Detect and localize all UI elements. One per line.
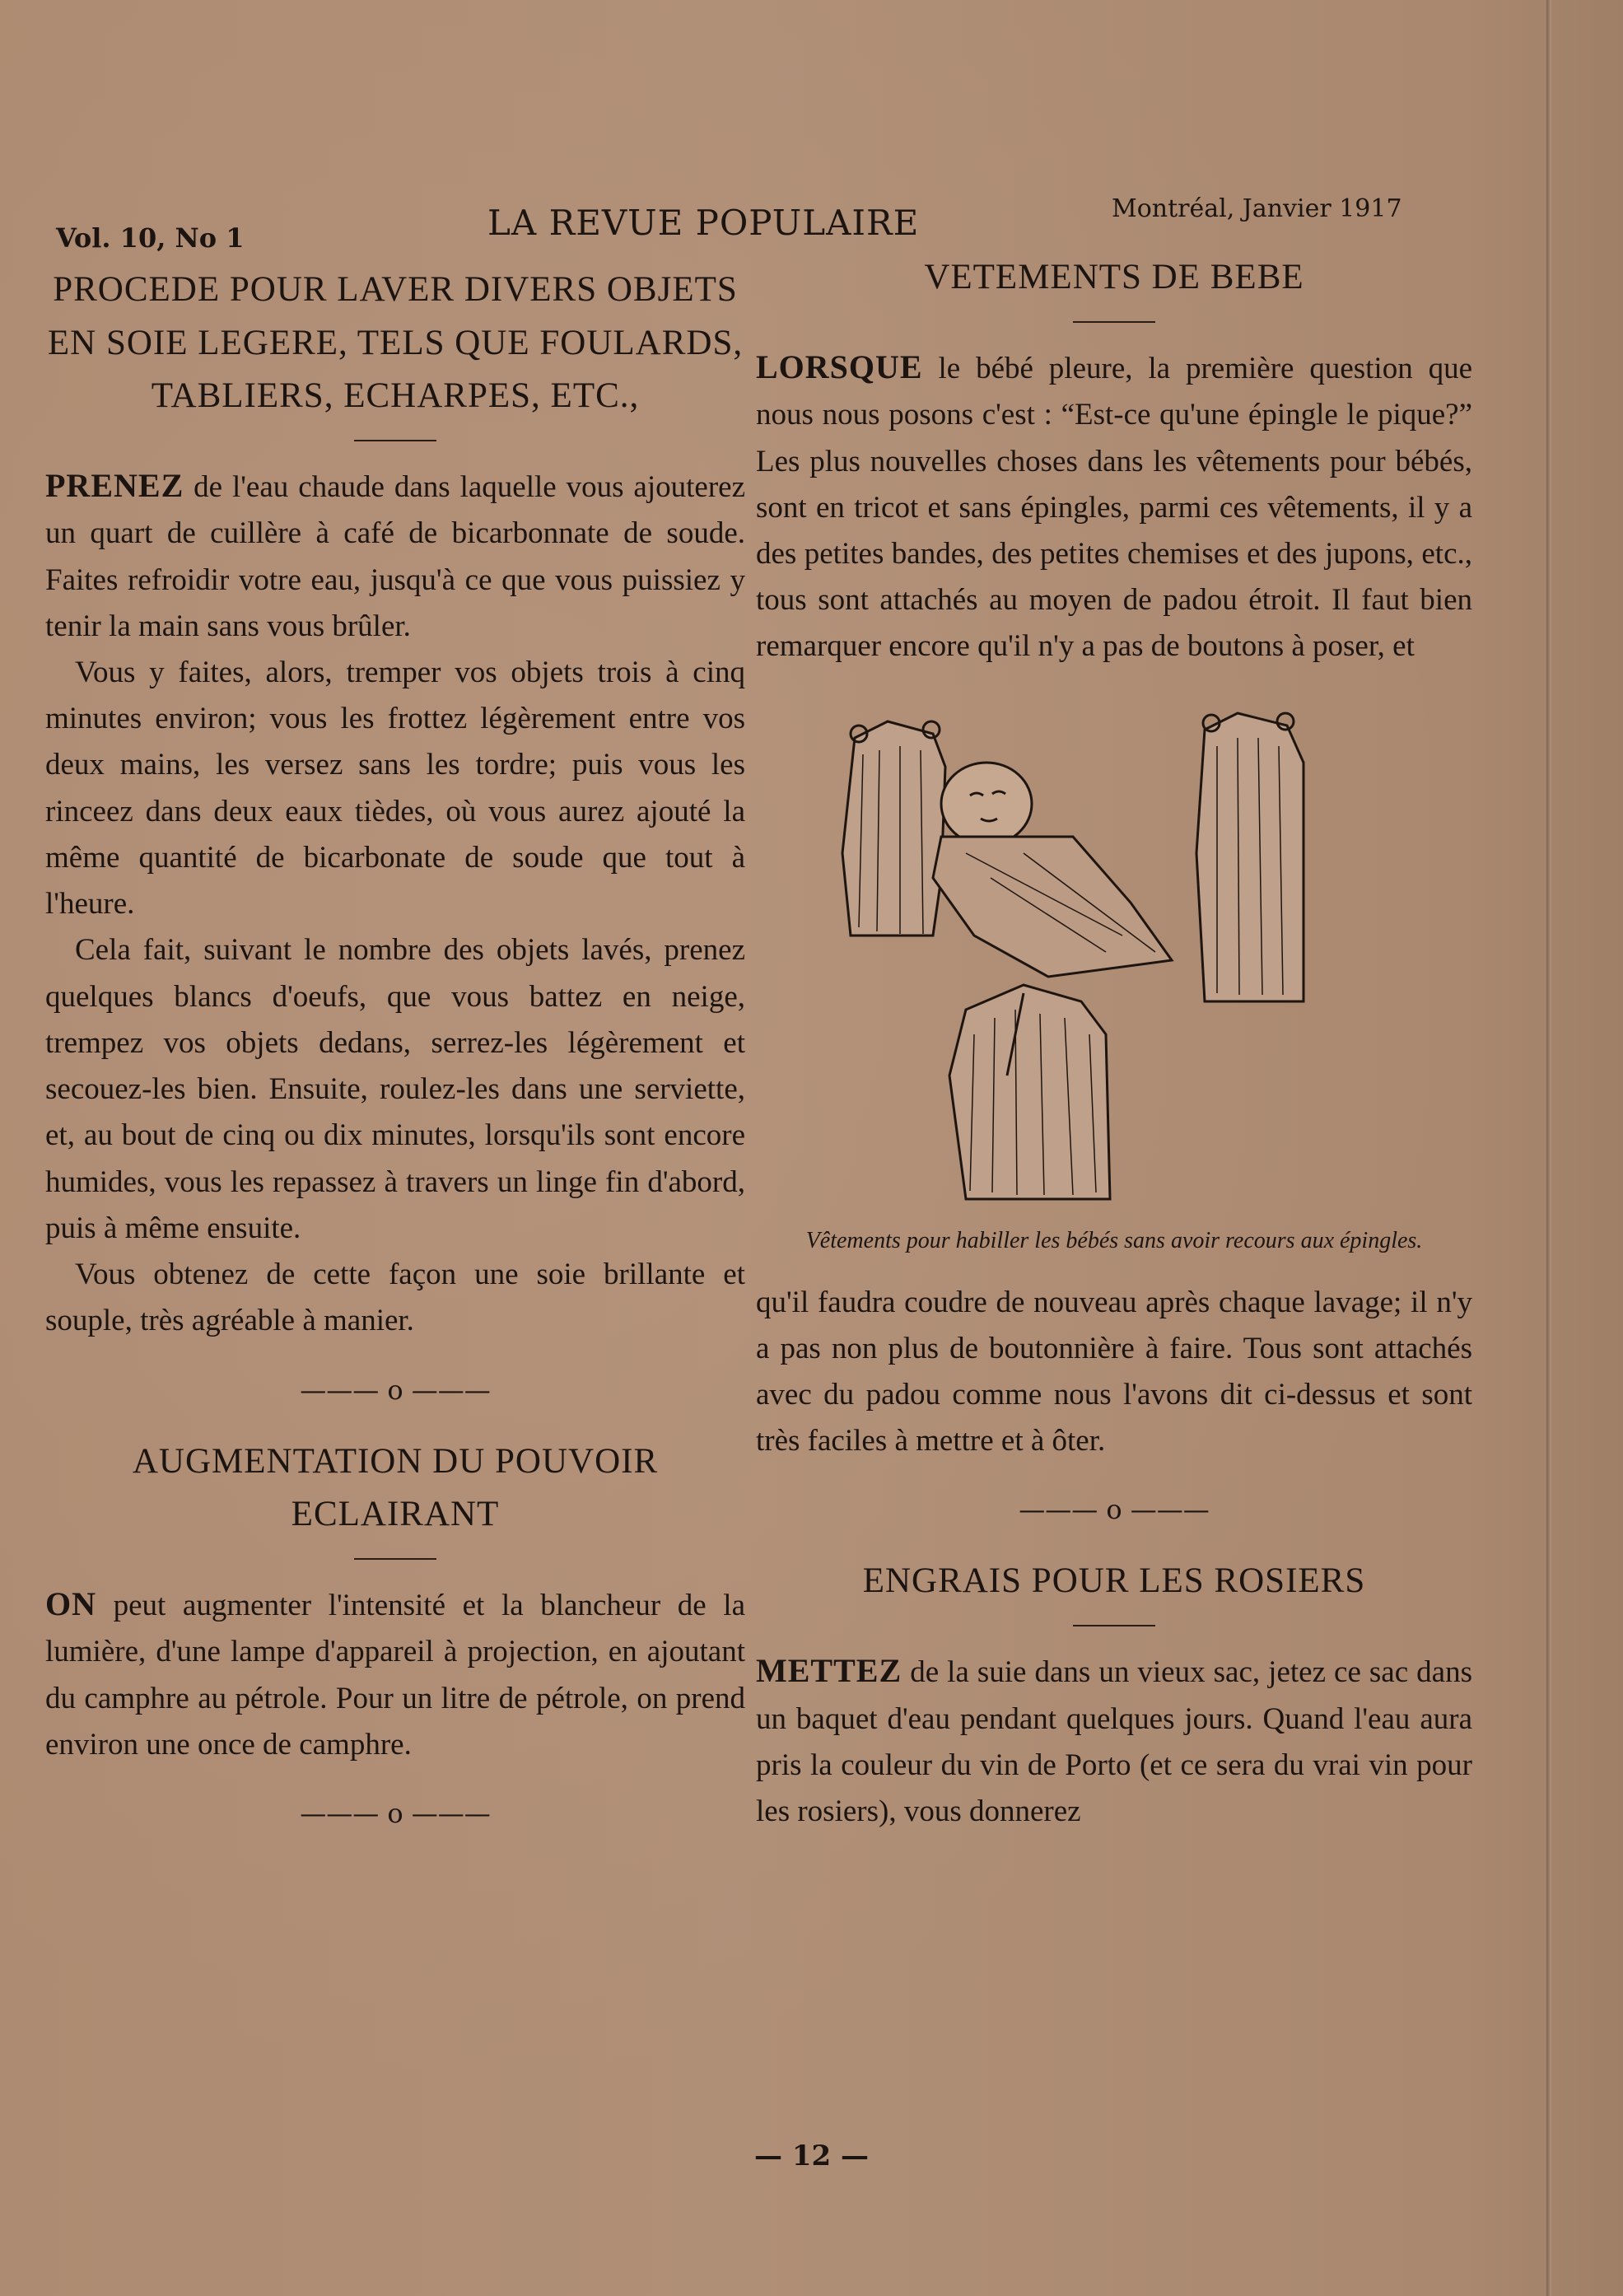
article-title: PROCEDE POUR LAVER DIVERS OBJETS EN SOIE LEGERE, TELS QUE FOULARDS, TABLIERS, ECHARPES, ETC., (47, 270, 744, 415)
article-baby-clothes (756, 251, 1472, 1464)
title-rule (354, 440, 436, 441)
publication-title: LA REVUE POPULAIRE (487, 203, 920, 243)
article-paragraph: Vous obtenez de cette façon une soie brillante et souple, très agréable à manier. (45, 1258, 745, 1338)
article-rose-fertilizer (756, 1555, 1472, 1835)
article-paragraph: ON peut augmenter l'intensité et la blancheur de la lumière, d'une lampe d'appareil à projection, en ajoutant du camphre au pétrole. Pour un litre de pétrole, on prend environ une once de camphre. (45, 1584, 745, 1762)
article-silk-washing (45, 264, 745, 1345)
section-separator: ——— o ——— (1019, 1494, 1210, 1526)
page-header (49, 188, 1433, 254)
right-column (756, 251, 1472, 1835)
article-lighting (45, 1435, 745, 1769)
article-paragraph: qu'il faudra coudre de nouveau après chaque lavage; il n'y a pas non plus de boutonnière à faire. Tous sont attachés avec du padou comme nous l'avons dit ci-dessus et sont très faciles à mettre et à ôter. (756, 1285, 1472, 1458)
lead-word: LORSQUE (756, 348, 923, 385)
section-separator: ——— o ——— (300, 1798, 491, 1830)
lead-word: ON (45, 1584, 96, 1622)
page-number: — 12 — (754, 2140, 869, 2172)
article-title: AUGMENTATION DU POUVOIR ECLAIRANT (132, 1441, 659, 1534)
article-title: VETEMENTS DE BEBE (924, 258, 1304, 296)
article-paragraph: Vous y faites, alors, tremper vos objets trois à cinq minutes environ; vous les frottez légèrement entre vos deux mains, les versez sans les tordre; puis vous les rinceez dans deux eaux tièdes, où vous aurez ajouté la même quantité de bicarbonate de soude que tout à l'heure. (45, 656, 745, 922)
lead-word: PRENEZ (45, 466, 184, 504)
title-rule (1073, 321, 1155, 323)
article-paragraph: METTEZ de la suie dans un vieux sac, jetez ce sac dans un baquet d'eau pendant quelques jours. Quand l'eau aura pris la couleur du vin de Porto (et ce sera du vrai vin pour les rosiers), vous donnerez (756, 1651, 1472, 1829)
illustration-caption: Vêtements pour habiller les bébés sans avoir recours aux épingles. (805, 1227, 1423, 1253)
title-rule (1073, 1625, 1155, 1626)
left-column (45, 264, 745, 1859)
baby-clothes-illustration (777, 688, 1452, 1216)
lead-word: METTEZ (756, 1651, 902, 1689)
article-title: ENGRAIS POUR LES ROSIERS (862, 1561, 1366, 1601)
article-paragraph: LORSQUE le bébé pleure, la première question que nous nous posons c'est : “Est-ce qu'une épingle le pique?” Les plus nouvelles choses dans les vêtements pour bébés, sont en tricot et sans épingles, parmi ces vêtements, il y a des petites bandes, des petites chemises et des jupons, etc., tous sont attachés au moyen de padou étroit. Il faut bien remarquer encore qu'il n'y a pas de boutons à poser, et (756, 348, 1472, 664)
volume-number: Vol. 10, No 1 (56, 222, 245, 254)
section-separator: ——— o ——— (300, 1374, 491, 1406)
issue-date: Montréal, Janvier 1917 (1112, 194, 1402, 223)
baby-clothes-drawing (777, 688, 1452, 1216)
article-paragraph: PRENEZ de l'eau chaude dans laquelle vous ajouterez un quart de cuillère à café de bicarbonnate de soude. Faites refroidir votre eau, jusqu'à ce que vous puissiez y tenir la main sans vous brûler. (45, 466, 745, 643)
page-fold-shadow (1546, 0, 1551, 2296)
article-paragraph: Cela fait, suivant le nombre des objets lavés, prenez quelques blancs d'oeufs, que vous battez en neige, trempez vos objets dedans, serrez-les légèrement et secouez-les bien. Ensuite, roulez-les dans une serviette, et, au bout de cinq ou dix minutes, lorsqu'ils sont encore humides, vous les repassez à travers un linge fin d'abord, puis à même ensuite. (45, 933, 745, 1245)
title-rule (354, 1558, 436, 1560)
